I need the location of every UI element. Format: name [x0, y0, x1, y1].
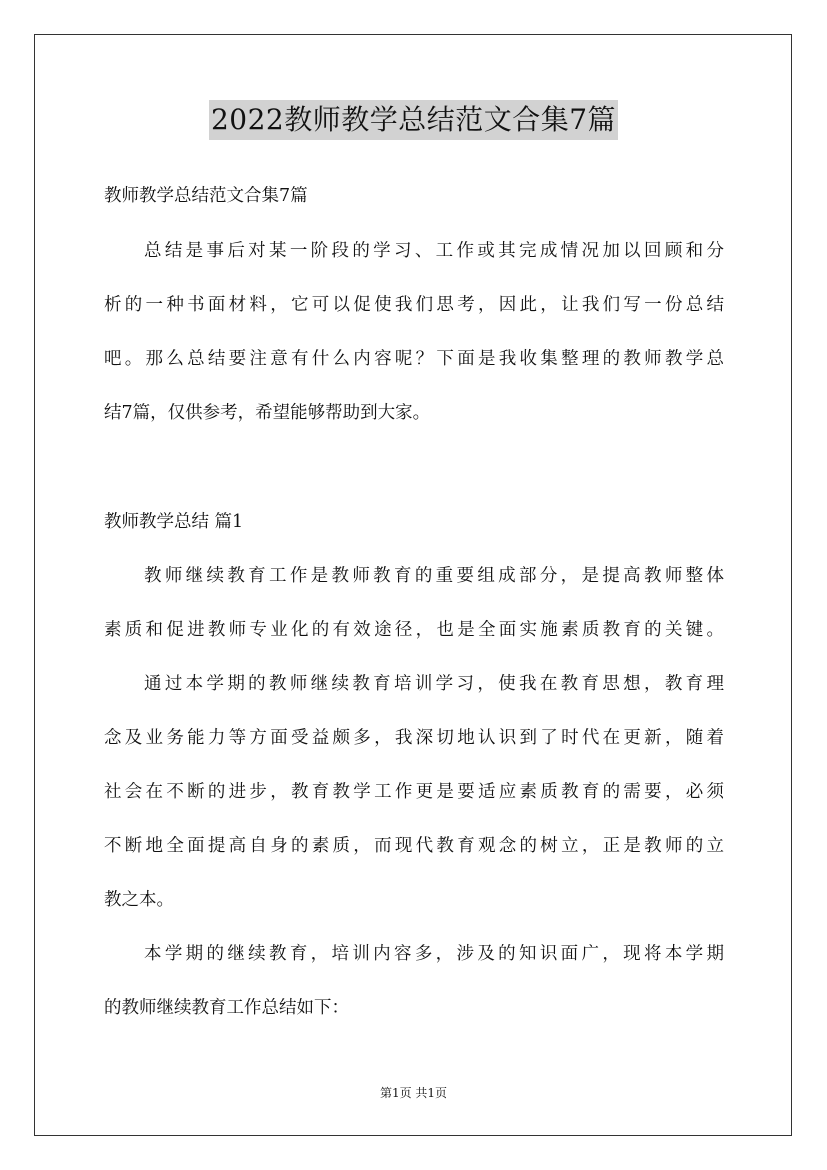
para1-line-1: 教师继续教育工作是教师教育的重要组成部分，是提高教师整体 [144, 566, 724, 586]
intro-line-4: 结7篇，仅供参考，希望能够帮助到大家。 [104, 403, 431, 423]
para2-line-1: 通过本学期的教师继续教育培训学习，使我在教育思想，教育理 [144, 674, 724, 694]
intro-line-1: 总结是事后对某一阶段的学习、工作或其完成情况加以回顾和分 [144, 241, 724, 261]
para2-line-3: 社会在不断的进步，教育教学工作更是要适应素质教育的需要，必须 [104, 782, 724, 802]
para3-line-1: 本学期的继续教育，培训内容多，涉及的知识面广，现将本学期 [144, 944, 724, 964]
document-title: 2022教师教学总结范文合集7篇 [209, 100, 618, 140]
page-footer: 第1页 共1页 [379, 1086, 448, 1100]
para3-line-2: 的教师继续教育工作总结如下： [104, 998, 349, 1018]
intro-line-3: 吧。那么总结要注意有什么内容呢？下面是我收集整理的教师教学总 [104, 349, 724, 369]
para2-line-2: 念及业务能力等方面受益颇多，我深切地认识到了时代在更新，随着 [104, 728, 724, 748]
para1-line-2: 素质和促进教师专业化的有效途径，也是全面实施素质教育的关键。 [104, 620, 724, 640]
title-container [0, 100, 827, 140]
section-heading: 教师教学总结 篇1 [104, 512, 244, 532]
intro-line-2: 析的一种书面材料，它可以促使我们思考，因此，让我们写一份总结 [104, 295, 724, 315]
document-subtitle: 教师教学总结范文合集7篇 [104, 186, 308, 206]
para2-line-4: 不断地全面提高自身的素质，而现代教育观念的树立，正是教师的立 [104, 836, 724, 856]
para2-line-5: 教之本。 [104, 890, 174, 910]
